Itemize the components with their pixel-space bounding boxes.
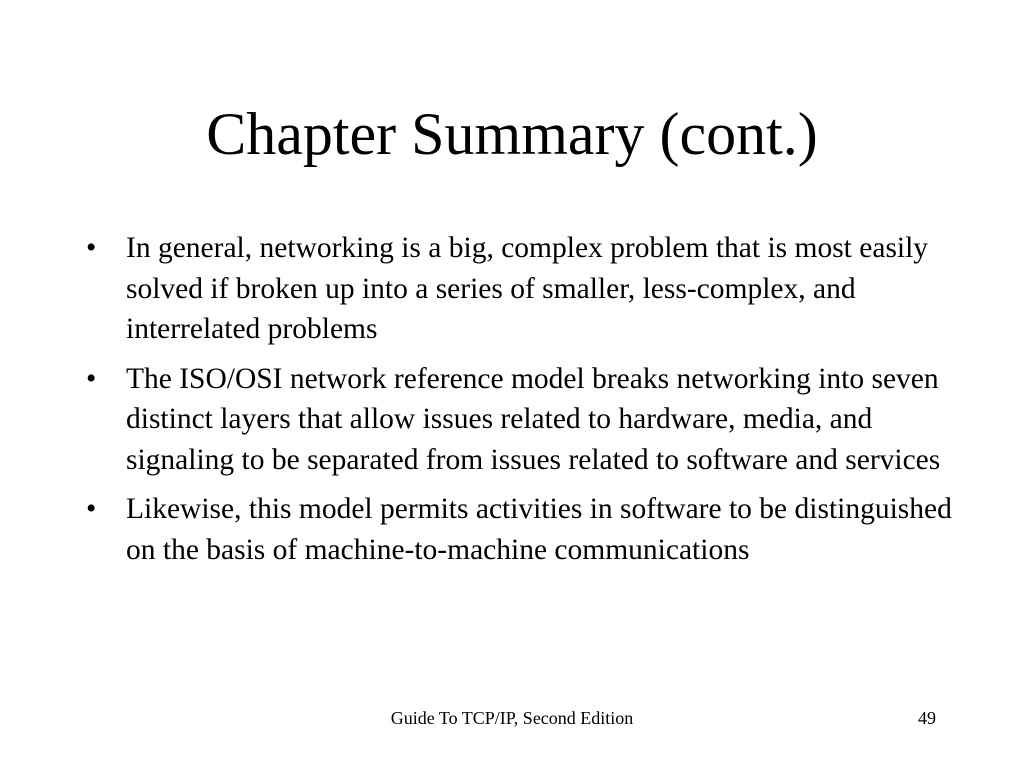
bullet-list xyxy=(86,228,966,579)
slide-title: Chapter Summary (cont.) xyxy=(206,101,818,167)
bullet-text: The ISO/OSI network reference model breaks networking into seven distinct layers that allow issues related to hardware, media, and signaling to be separated from issues related to software and services xyxy=(126,362,941,476)
bullet-icon: • xyxy=(86,232,97,264)
bullet-item xyxy=(86,359,966,481)
bullet-text: In general, networking is a big, complex problem that is most easily solved if broken up into a series of smaller, less-complex, and interrelated problems xyxy=(126,232,929,345)
bullet-icon: • xyxy=(86,493,97,525)
bullet-item xyxy=(86,228,966,350)
bullet-text: Likewise, this model permits activities in software to be distinguished on the basis of machine-to-machine communications xyxy=(126,493,952,566)
bullet-item xyxy=(86,489,966,570)
page-number: 49 xyxy=(918,708,936,728)
footer-text: Guide To TCP/IP, Second Edition xyxy=(390,708,634,728)
bullet-icon: • xyxy=(86,362,97,395)
